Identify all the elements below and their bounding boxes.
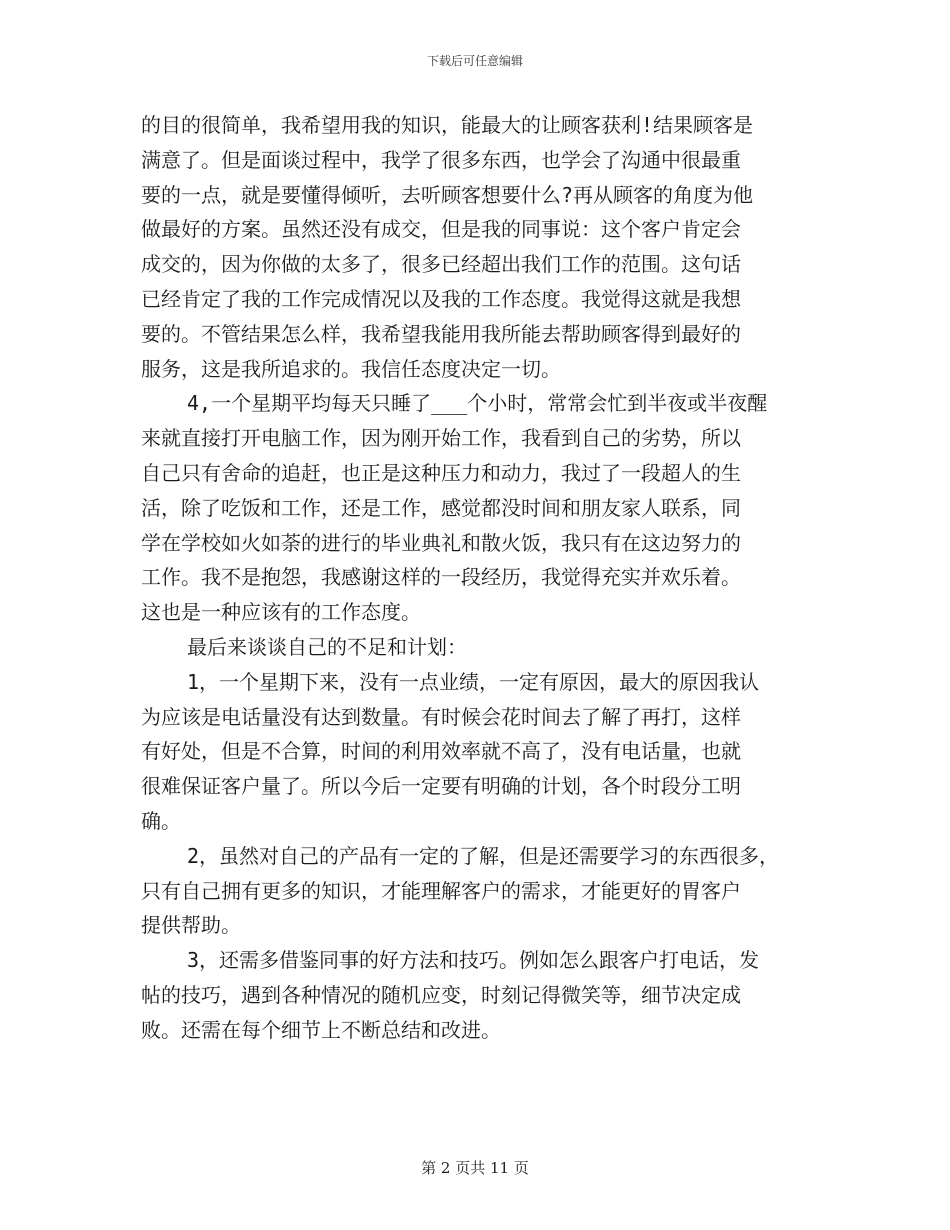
text-line: 工作。我不是抱怨，我感谢这样的一段经历，我觉得充实并欢乐着。 [141, 565, 741, 590]
text-line: 成交的，因为你做的太多了，很多已经超出我们工作的范围。这句话 [141, 252, 741, 277]
paragraph-start-line: 1，一个星期下来，没有一点业绩，一定有原因，最大的原因我认 [187, 669, 760, 694]
text-line: 满意了。但是面谈过程中，我学了很多东西，也学会了沟通中很最重 [141, 147, 741, 172]
body-text [141, 108, 841, 1048]
paragraph-start-line: 4,一个星期平均每天只睡了___个小时，常常会忙到半夜或半夜醒 [187, 391, 768, 416]
text-line: 提供帮助。 [141, 913, 241, 938]
text-line: 这也是一种应该有的工作态度。 [141, 600, 421, 625]
page-footer: 第 2 页共 11 页 [421, 1159, 529, 1177]
text-line: 为应该是电话量没有达到数量。有时候会花时间去了解了再打，这样 [141, 704, 741, 729]
text-line: 帖的技巧，遇到各种情况的随机应变，时刻记得微笑等，细节决定成 [141, 982, 741, 1007]
text-line: 来就直接打开电脑工作，因为刚开始工作，我看到自己的劣势，所以 [141, 426, 741, 451]
text-line: 已经肯定了我的工作完成情况以及我的工作态度。我觉得这就是我想 [141, 286, 741, 311]
text-line: 学在学校如火如荼的进行的毕业典礼和散火饭，我只有在这边努力的 [141, 530, 741, 555]
text-line: 服务，这是我所追求的。我信任态度决定一切。 [141, 356, 561, 381]
page-header: 下载后可任意编辑 [426, 54, 523, 68]
text-line: 要的。不管结果怎么样，我希望我能用我所能去帮助顾客得到最好的 [141, 321, 741, 346]
paragraph-start-line: 3，还需多借鉴同事的好方法和技巧。例如怎么跟客户打电话，发 [187, 948, 760, 973]
section-heading-line: 最后来谈谈自己的不足和计划： [187, 634, 467, 659]
text-line: 的目的很简单，我希望用我的知识，能最大的让顾客获利!结果顾客是 [141, 113, 754, 137]
text-line: 自己只有舍命的追赶，也正是这种压力和动力，我过了一段超人的生 [141, 460, 741, 485]
text-line: 很难保证客户量了。所以今后一定要有明确的计划，各个时段分工明 [141, 774, 741, 799]
text-line: 活，除了吃饭和工作，还是工作，感觉都没时间和朋友家人联系，同 [141, 495, 741, 520]
text-line: 确。 [141, 808, 181, 833]
text-line: 做最好的方案。虽然还没有成交，但是我的同事说：这个客户肯定会 [141, 217, 741, 242]
paragraph-start-line: 2，虽然对自己的产品有一定的了解，但是还需要学习的东西很多， [187, 843, 780, 868]
text-line: 有好处，但是不合算，时间的利用效率就不高了，没有电话量，也就 [141, 739, 741, 764]
text-line: 只有自己拥有更多的知识，才能理解客户的需求，才能更好的胃客户 [141, 878, 741, 903]
text-line: 要的一点，就是要懂得倾听，去听顾客想要什么?再从顾客的角度为他 [141, 182, 754, 207]
text-line: 败。还需在每个细节上不断总结和改进。 [141, 1017, 501, 1042]
